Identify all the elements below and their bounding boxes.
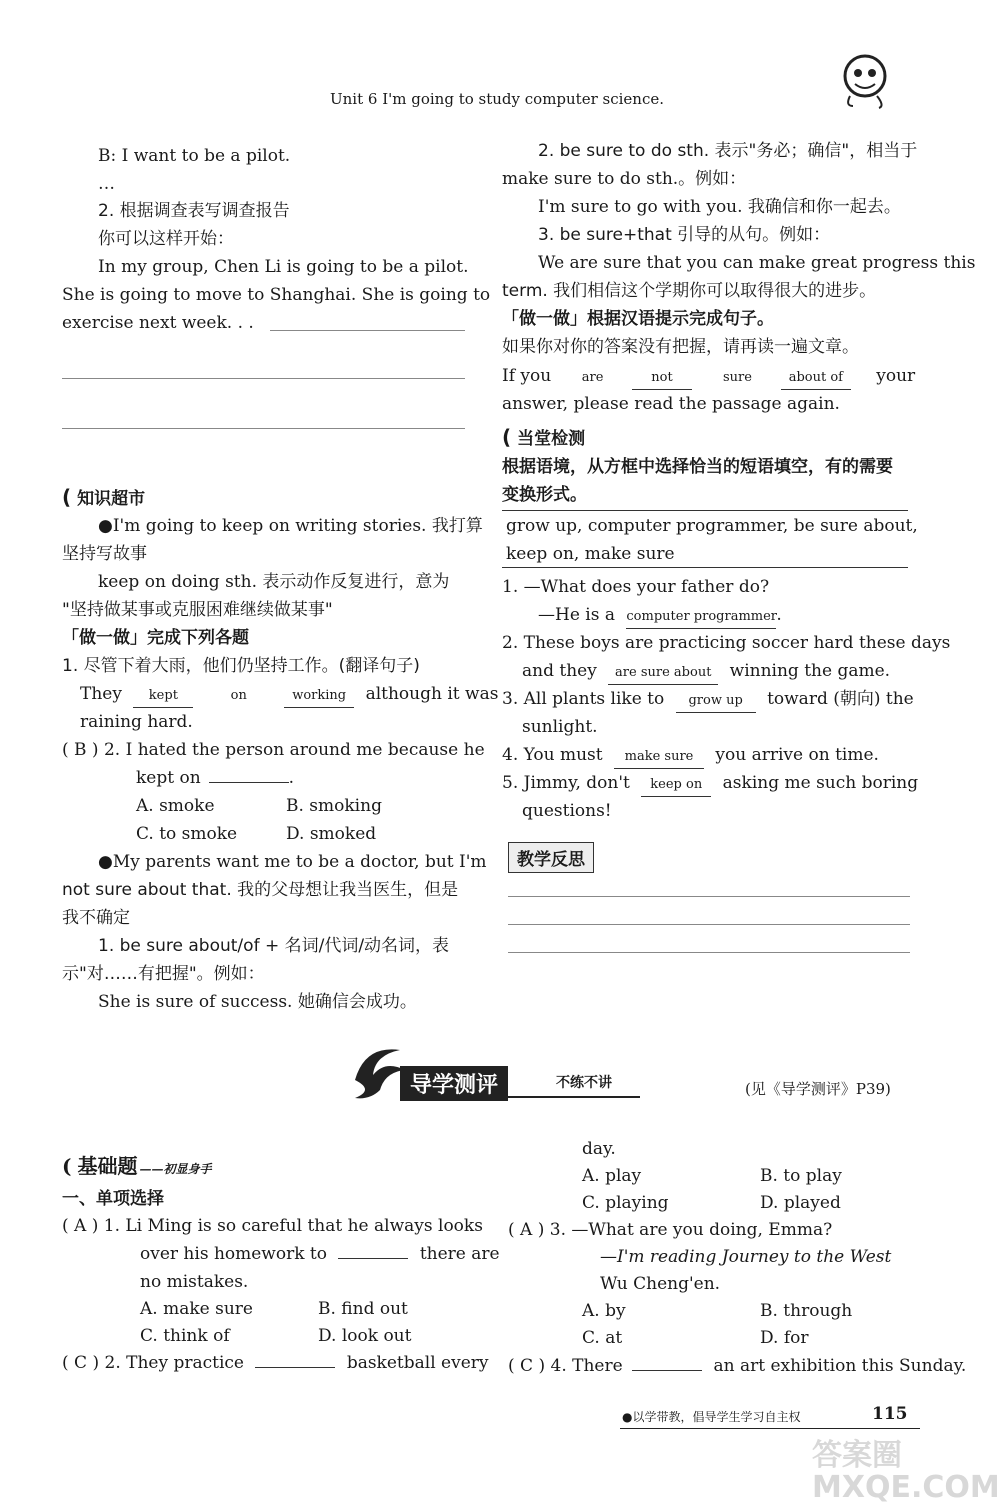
option-d: D. look out (318, 1326, 412, 1346)
question-2: ( C ) 2. They practice basketball every (62, 1353, 489, 1373)
answer-blank[interactable]: grow up (676, 690, 756, 713)
phrase-box-line: keep on, make sure (506, 544, 675, 564)
practice-heading: 「做一做」完成下列各题 (62, 628, 249, 648)
grammar-note-cont: make sure to do sth.。例如： (502, 169, 747, 189)
phrase-box-line: grow up, computer programmer, be sure about, (506, 516, 918, 536)
question-1: ( A ) 1. Li Ming is so careful that he always looks (62, 1216, 483, 1236)
answer-blank[interactable]: working (284, 685, 354, 708)
option-a: A. smoke (136, 796, 215, 816)
check-q2: 2. These boys are practicing soccer hard these days (502, 633, 951, 653)
answer-blank[interactable] (338, 1258, 408, 1259)
unit-header: Unit 6 I'm going to study computer science. (330, 90, 665, 108)
answer-blank[interactable]: not (632, 367, 692, 390)
question-1-cont: no mistakes. (140, 1272, 249, 1292)
sample-line-1: In my group, Chen Li is going to be a pilot. (98, 257, 469, 277)
reflection-title: 教学反思 (508, 842, 594, 873)
check-instructions-cont: 变换形式。 (502, 485, 587, 505)
answer-bracket[interactable]: ( B ) (62, 740, 99, 760)
practice-q2: ( B ) 2. I hated the person around me because he (62, 740, 485, 760)
grammar-note-cont: 示"对……有把握"。例如： (62, 964, 265, 984)
grammar-note: 2. be sure to do sth. 表示"务必；确信"，相当于 (538, 141, 918, 161)
grammar-example: I'm sure to go with you. 我确信和你一起去。 (538, 197, 901, 217)
task-heading: 2. 根据调查表写调查报告 (98, 201, 290, 221)
question-3-cont: Wu Cheng'en. (600, 1274, 721, 1294)
option-c: C. playing (582, 1193, 669, 1213)
sample-line-3: exercise next week. . . (62, 313, 254, 333)
question-1-cont: over his homework to there are (140, 1244, 500, 1264)
check-q3: 3. All plants like to grow up toward (朝向) the (502, 688, 914, 713)
check-instructions: 根据语境，从方框中选择恰当的短语填空，有的需要 (502, 457, 893, 477)
check-q5: 5. Jimmy, don't keep on asking me such boring (502, 772, 918, 797)
grammar-example-cont: term. 我们相信这个学期你可以取得很大的进步。 (502, 281, 877, 301)
answer-blank[interactable] (255, 1367, 335, 1368)
answer-blank[interactable]: on (230, 688, 247, 703)
option-b: B. find out (318, 1299, 408, 1319)
check-q3-cont: sunlight. (522, 717, 598, 737)
banner-reference: (见《导学测评》P39) (745, 1080, 891, 1098)
option-b: B. through (760, 1301, 853, 1321)
check-q5-cont: questions! (522, 801, 612, 821)
practice-q2-cont: kept on . (136, 768, 295, 788)
watermark: 答案圈 MXQE.COM (812, 1438, 1000, 1505)
bracket-icon: ( (62, 1154, 72, 1178)
option-a: A. play (582, 1166, 642, 1186)
reflection-line[interactable] (508, 924, 910, 925)
answer-blank[interactable]: keep on (641, 774, 711, 797)
option-b: B. to play (760, 1166, 842, 1186)
check-section-title: ( 当堂检测 (502, 425, 586, 449)
option-c: C. to smoke (136, 824, 238, 844)
reflection-line[interactable] (508, 896, 910, 897)
task-hint: 你可以这样开始： (98, 229, 234, 249)
option-a: A. by (582, 1301, 626, 1321)
option-c: C. at (582, 1328, 623, 1348)
example-translation-cont: 我不确定 (62, 908, 130, 928)
sample-line-2: She is going to move to Shanghai. She is going to (62, 285, 491, 305)
check-q2-cont: and they are sure about winning the game. (522, 660, 890, 685)
footer-slogan: ●以学带教，倡导学生学习自主权 (622, 1410, 801, 1424)
writing-line[interactable] (270, 330, 465, 331)
basic-title: ( 基础题 ——初显身手 (62, 1154, 212, 1178)
answer-bracket[interactable]: ( A ) (62, 1216, 99, 1236)
answer-bracket[interactable]: ( C ) (508, 1356, 546, 1376)
answer-blank[interactable]: are (581, 370, 604, 385)
banner-underline (400, 1096, 640, 1098)
bracket-icon: ( (502, 425, 512, 449)
section-single-choice: 一、单项选择 (62, 1189, 164, 1209)
answer-blank[interactable]: computer programmer (626, 606, 776, 629)
option-b: B. smoking (286, 796, 382, 816)
practice-heading: 「做一做」根据汉语提示完成句子。 (502, 309, 774, 329)
reflection-line[interactable] (508, 952, 910, 953)
page-number: 115 (872, 1404, 908, 1424)
grammar-example: She is sure of success. 她确信会成功。 (98, 992, 417, 1012)
banner-title: 导学测评 (400, 1066, 508, 1101)
example-sentence: ●My parents want me to be a doctor, but I'm (98, 852, 487, 872)
grammar-note: 1. be sure about/of + 名词/代词/动名词，表 (98, 936, 450, 956)
answer-blank[interactable]: are sure about (608, 662, 718, 685)
practice-q1: 1. 尽管下着大雨，他们仍坚持工作。(翻译句子) (62, 656, 420, 676)
question-2-cont: day. (582, 1139, 616, 1159)
phrase-box (502, 510, 918, 568)
option-d: D. smoked (286, 824, 377, 844)
writing-line[interactable] (62, 378, 465, 379)
check-q4: 4. You must make sure you arrive on time. (502, 744, 879, 769)
footer-rule (620, 1428, 920, 1429)
grammar-note: keep on doing sth. 表示动作反复进行，意为 (98, 572, 450, 592)
grammar-note: 3. be sure+that 引导的从句。例如： (538, 225, 831, 245)
practice-q1-cont: raining hard. (80, 712, 193, 732)
practice-prompt: 如果你对你的答案没有把握，请再读一遍文章。 (502, 337, 859, 357)
check-q1-answer: —He is a computer programmer. (538, 604, 782, 629)
answer-blank[interactable] (209, 782, 289, 783)
writing-line[interactable] (62, 428, 465, 429)
banner-subtitle: 不练不讲 (556, 1075, 612, 1091)
option-c: C. think of (140, 1326, 230, 1346)
ellipsis-line: … (98, 174, 115, 194)
practice-answer-cont: answer, please read the passage again. (502, 394, 840, 414)
option-d: D. played (760, 1193, 841, 1213)
answer-blank[interactable]: make sure (614, 746, 704, 769)
check-q1: 1. —What does your father do? (502, 577, 770, 597)
question-3: ( A ) 3. —What are you doing, Emma? (508, 1220, 833, 1240)
example-sentence: ●I'm going to keep on writing stories. 我打算 (98, 516, 483, 536)
bracket-icon: ( (62, 485, 72, 509)
answer-blank[interactable]: about of (781, 367, 851, 390)
option-d: D. for (760, 1328, 809, 1348)
knowledge-section-title: ( 知识超市 (62, 485, 146, 509)
question-4: ( C ) 4. There an art exhibition this Sunday. (508, 1356, 967, 1376)
grammar-note-cont: "坚持做某事或克服困难继续做某事" (62, 600, 333, 620)
question-3-cont: —I'm reading Journey to the West (600, 1247, 892, 1267)
answer-bracket[interactable]: ( C ) (62, 1353, 100, 1373)
answer-blank[interactable] (632, 1370, 702, 1371)
answer-blank[interactable]: kept (133, 685, 193, 708)
example-translation: not sure about that. 我的父母想让我当医生，但是 (62, 880, 459, 900)
answer-blank[interactable]: sure (722, 370, 752, 385)
answer-bracket[interactable]: ( A ) (508, 1220, 545, 1240)
practice-q1-answer: They kept on working although it was (80, 683, 498, 708)
dialog-line: B: I want to be a pilot. (98, 146, 291, 166)
mascot-icon (835, 48, 895, 110)
option-a: A. make sure (140, 1299, 253, 1319)
grammar-example: We are sure that you can make great progress this (538, 253, 976, 273)
practice-answer-line: If you are not sure about of your (502, 365, 915, 390)
example-translation: 坚持写故事 (62, 544, 147, 564)
